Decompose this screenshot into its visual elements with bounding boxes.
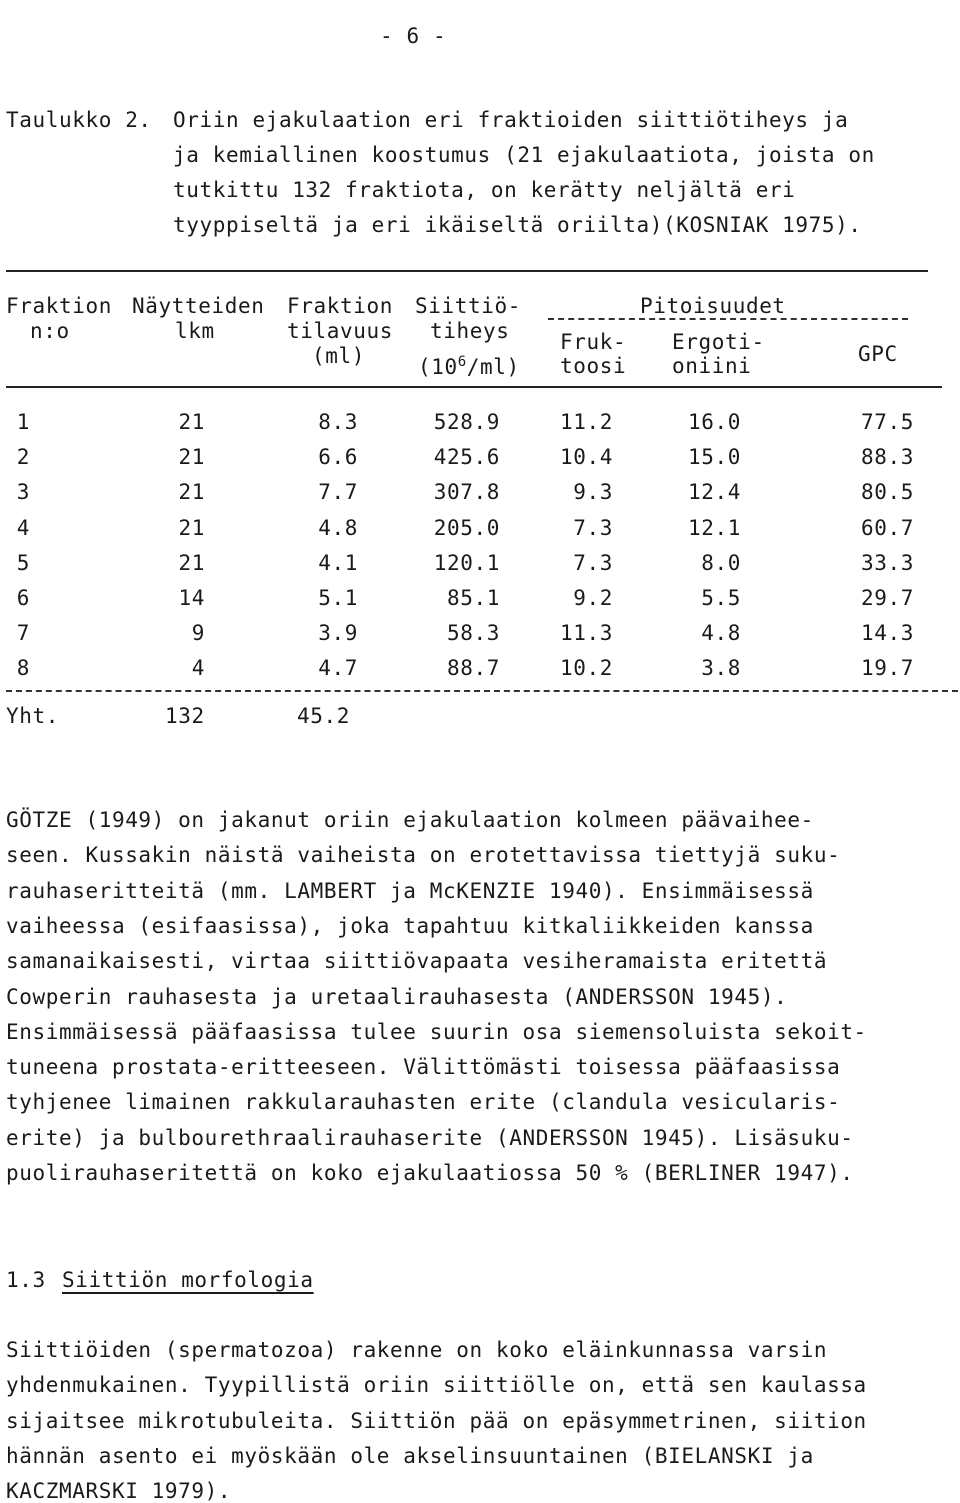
cell-ergotioniini: 12.4 (688, 480, 741, 505)
header-bottom-rule (6, 386, 942, 388)
cell-fraktion-no: 3 (16, 480, 30, 505)
cell-gpc: 80.5 (861, 480, 914, 505)
header-tiheys-unit: $(10^6/ml)$ (418, 354, 520, 379)
cell-tilavuus: 4.1 (318, 550, 358, 575)
section-number: 1.3 (6, 1268, 46, 1292)
total-label: Yht. (6, 704, 59, 728)
cell-fruktoosi: 11.3 (560, 621, 613, 646)
cell-fraktion-no: 7 (16, 621, 30, 646)
cell-gpc: 60.7 (861, 515, 914, 540)
header-gpc: GPC (858, 342, 898, 366)
cell-fraktion-no: 2 (16, 445, 30, 470)
section-title: Siittiön morfologia (62, 1268, 314, 1292)
total-tilavuus: 45.2 (297, 704, 350, 728)
cell-ergotioniini: 15.0 (688, 445, 741, 470)
header-naytteiden: Näytteiden (132, 294, 265, 318)
header-fraktion-sub: n:o (30, 319, 70, 343)
cell-ergotioniini: 3.8 (701, 656, 741, 681)
caption-line: ja kemiallinen koostumus (21 ejakulaatiota, joista on (173, 143, 875, 167)
cell-fraktion-no: 8 (16, 656, 30, 681)
paragraph-line: rauhaseritteitä (mm. LAMBERT ja McKENZIE 1940). Ensimmäisessä (6, 878, 814, 903)
cell-tilavuus: 5.1 (318, 586, 358, 610)
cell-gpc: 29.7 (861, 586, 914, 610)
caption-line: tutkittu 132 fraktiota, on kerätty neljältä eri (173, 178, 796, 202)
cell-naytteet: 4 (191, 656, 205, 681)
caption-line: Oriin ejakulaation eri fraktioiden siittiötiheys ja (173, 108, 849, 132)
cell-gpc: 33.3 (861, 550, 914, 575)
cell-fraktion-no: 6 (16, 586, 30, 610)
cell-fruktoosi: 9.3 (573, 480, 613, 505)
paragraph-line: erite) ja bulbourethraalirauhaserite (ANDERSSON 1945). Lisäsuku- (6, 1125, 854, 1150)
cell-fruktoosi: 7.3 (573, 550, 613, 575)
header-tiheys-2: tiheys (430, 319, 510, 343)
paragraph-line: Cowperin rauhasesta ja uretaalirauhasesta (ANDERSSON 1945). (6, 984, 788, 1009)
caption-label: Taulukko 2. (6, 108, 152, 132)
table-top-rule (6, 270, 928, 272)
cell-tiheys: 205.0 (433, 515, 500, 540)
cell-naytteet: 9 (191, 621, 205, 646)
cell-tiheys: 425.6 (433, 445, 500, 470)
header-tilavuus-2: tilavuus (287, 319, 393, 343)
paragraph-line: samanaikaisesti, virtaa siittiövapaata vesiheramaista eritettä (6, 949, 828, 974)
header-naytteiden-sub: lkm (175, 319, 215, 343)
cell-tiheys: 88.7 (447, 656, 500, 681)
cell-tilavuus: 7.7 (318, 480, 358, 505)
header-tilavuus-1: Fraktion (287, 294, 393, 318)
paragraph-line: Siittiöiden (spermatozoa) rakenne on koko eläinkunnassa varsin (6, 1338, 828, 1362)
cell-gpc: 88.3 (861, 445, 914, 470)
cell-fruktoosi: 10.4 (560, 445, 613, 470)
paragraph-line: GÖTZE (1949) on jakanut oriin ejakulaation kolmeen päävaihee- (6, 808, 814, 832)
cell-ergotioniini: 4.8 (701, 621, 741, 646)
paragraph-line: seen. Kussakin näistä vaiheista on erotettavissa tiettyjä suku- (6, 843, 841, 868)
paragraph-line: vaiheessa (esifaasissa), joka tapahtuu kitkaliikkeiden kanssa (6, 913, 814, 938)
paragraph-line: puolirauhaseritettä on koko ejakulaatiossa 50 % (BERLINER 1947). (6, 1161, 854, 1185)
cell-tilavuus: 4.8 (318, 515, 358, 540)
header-ergotioniini-2: oniini (672, 354, 752, 378)
cell-gpc: 19.7 (861, 656, 914, 681)
cell-naytteet: 21 (178, 515, 205, 540)
paragraph-line: tyhjenee limainen rakkularauhasten erite (clandula vesicularis- (6, 1090, 841, 1115)
header-tilavuus-3: (ml) (312, 344, 365, 368)
header-fruktoosi-2: toosi (560, 354, 627, 378)
cell-tiheys: 58.3 (447, 621, 500, 646)
cell-tilavuus: 3.9 (318, 621, 358, 646)
cell-tilavuus: 8.3 (318, 410, 358, 434)
cell-fraktion-no: 1 (16, 410, 30, 434)
total-separator (6, 690, 958, 692)
header-ergotioniini-1: Ergoti- (672, 330, 765, 354)
cell-fruktoosi: 11.2 (560, 410, 613, 434)
header-fruktoosi-1: Fruk- (560, 330, 627, 354)
cell-tiheys: 120.1 (433, 550, 500, 575)
cell-tilavuus: 4.7 (318, 656, 358, 681)
total-naytteet: 132 (165, 704, 205, 728)
paragraph-line: tuneena prostata-eritteeseen. Välittömästi toisessa pääfaasissa (6, 1055, 841, 1080)
group-header-rule (548, 318, 908, 320)
cell-gpc: 77.5 (861, 410, 914, 434)
header-fraktion: Fraktion (6, 294, 112, 318)
cell-gpc: 14.3 (861, 621, 914, 646)
cell-tiheys: 528.9 (433, 410, 500, 434)
paragraph-line: hännän asento ei myöskään ole akselinsuuntainen (BIELANSKI ja (6, 1443, 814, 1468)
cell-fruktoosi: 10.2 (560, 656, 613, 681)
cell-fruktoosi: 7.3 (573, 515, 613, 540)
paragraph-line: Ensimmäisessä pääfaasissa tulee suurin osa siemensoluista sekoit- (6, 1019, 867, 1044)
header-tiheys-1: Siittiö- (415, 294, 521, 318)
cell-ergotioniini: 5.5 (701, 586, 741, 610)
cell-ergotioniini: 8.0 (701, 550, 741, 575)
cell-ergotioniini: 12.1 (688, 515, 741, 540)
cell-fraktion-no: 4 (16, 515, 30, 540)
cell-naytteet: 21 (178, 445, 205, 470)
paragraph-line: KACZMARSKI 1979). (6, 1479, 232, 1503)
cell-fruktoosi: 9.2 (573, 586, 613, 610)
cell-naytteet: 21 (178, 410, 205, 434)
paragraph-line: sijaitsee mikrotubuleita. Siittiön pää on epäsymmetrinen, siition (6, 1408, 867, 1433)
paragraph-line: yhdenmukainen. Tyypillistä oriin siittiölle on, että sen kaulassa (6, 1373, 867, 1398)
cell-naytteet: 21 (178, 550, 205, 575)
cell-naytteet: 14 (178, 586, 205, 610)
cell-fraktion-no: 5 (16, 550, 30, 575)
cell-tiheys: 85.1 (447, 586, 500, 610)
cell-ergotioniini: 16.0 (688, 410, 741, 434)
cell-tiheys: 307.8 (433, 480, 500, 505)
cell-tilavuus: 6.6 (318, 445, 358, 470)
cell-naytteet: 21 (178, 480, 205, 505)
caption-line: tyyppiseltä ja eri ikäiseltä oriilta)(KOSNIAK 1975). (173, 213, 862, 237)
header-pitoisuudet: Pitoisuudet (640, 294, 786, 318)
page-number: - 6 - (380, 24, 447, 48)
